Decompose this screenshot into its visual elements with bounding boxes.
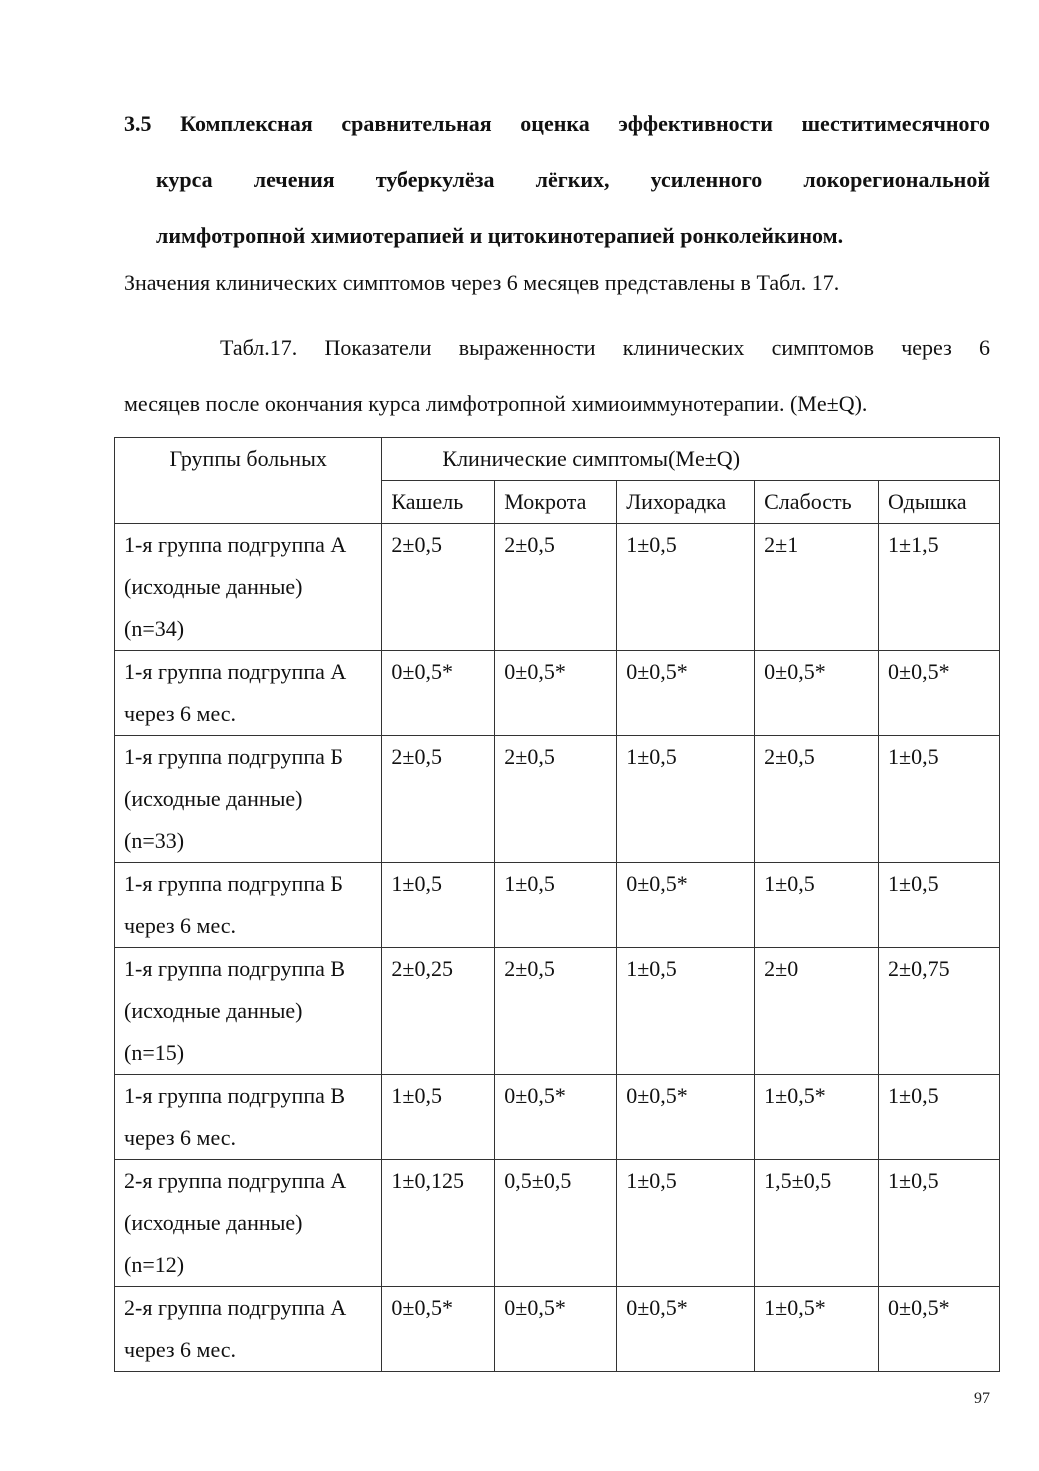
value-cell: 1±0,5 xyxy=(617,1160,755,1287)
value-cell: 2±0,5 xyxy=(495,736,617,863)
value-cell: 0,5±0,5 xyxy=(495,1160,617,1287)
value-cell: 1±0,5 xyxy=(755,863,879,948)
table-row xyxy=(115,863,1000,948)
group-cell xyxy=(115,736,382,863)
group-cell xyxy=(115,524,382,651)
group-cell-line: (n=15) xyxy=(124,1040,185,1065)
value-cell: 0±0,5* xyxy=(879,1287,1000,1372)
value-cell: 2±0 xyxy=(755,948,879,1075)
table-caption xyxy=(124,320,990,432)
column-header-cough: Кашель xyxy=(382,481,495,524)
value-cell: 1±1,5 xyxy=(879,524,1000,651)
value-cell: 1,5±0,5 xyxy=(755,1160,879,1287)
value-cell: 0±0,5* xyxy=(879,651,1000,736)
value-cell: 0±0,5* xyxy=(617,863,755,948)
group-cell-line: (n=33) xyxy=(124,828,185,853)
value-cell: 0±0,5* xyxy=(495,651,617,736)
symptoms-column-header: Клинические симптомы(Me±Q) xyxy=(382,438,1000,481)
value-cell: 0±0,5* xyxy=(382,651,495,736)
value-cell: 2±0,5 xyxy=(382,736,495,863)
value-cell: 1±0,5 xyxy=(879,1075,1000,1160)
group-cell-line: 2-я группа подгруппа А xyxy=(124,1295,347,1320)
group-cell xyxy=(115,651,382,736)
value-cell: 1±0,5* xyxy=(755,1287,879,1372)
table-body xyxy=(115,524,1000,1372)
value-cell: 0±0,5* xyxy=(382,1287,495,1372)
group-cell-line: (исходные данные) xyxy=(124,786,303,811)
table-row xyxy=(115,651,1000,736)
table-caption-line-2: месяцев после окончания курса лимфотропной химиоиммунотерапии. (Me±Q). xyxy=(124,391,868,416)
column-header-sputum: Мокрота xyxy=(495,481,617,524)
value-cell: 2±0,25 xyxy=(382,948,495,1075)
group-cell-line: через 6 мес. xyxy=(124,913,237,938)
group-cell-line: 1-я группа подгруппа В xyxy=(124,956,346,981)
group-cell-line: через 6 мес. xyxy=(124,701,237,726)
value-cell: 1±0,5 xyxy=(617,524,755,651)
group-cell-line: через 6 мес. xyxy=(124,1125,237,1150)
value-cell: 1±0,125 xyxy=(382,1160,495,1287)
group-cell xyxy=(115,1287,382,1372)
group-cell-line: (исходные данные) xyxy=(124,1210,303,1235)
table-caption-line-1: Табл.17. Показатели выраженности клинических симптомов через 6 xyxy=(220,335,990,360)
intro-paragraph: Значения клинических симптомов через 6 месяцев представлены в Табл. 17. xyxy=(124,270,840,295)
value-cell: 2±0,75 xyxy=(879,948,1000,1075)
value-cell: 1±0,5 xyxy=(382,1075,495,1160)
group-cell xyxy=(115,863,382,948)
symptoms-table xyxy=(114,437,1000,1372)
group-cell-line: 1-я группа подгруппа А xyxy=(124,532,347,557)
group-cell-line: 1-я группа подгруппа Б xyxy=(124,871,344,896)
value-cell: 0±0,5* xyxy=(495,1075,617,1160)
value-cell: 2±0,5 xyxy=(382,524,495,651)
column-header-dyspnea: Одышка xyxy=(879,481,1000,524)
group-cell-line: 1-я группа подгруппа Б xyxy=(124,744,344,769)
page-number: 97 xyxy=(974,1390,990,1407)
value-cell: 0±0,5* xyxy=(755,651,879,736)
value-cell: 1±0,5* xyxy=(755,1075,879,1160)
value-cell: 0±0,5* xyxy=(495,1287,617,1372)
table-row xyxy=(115,1287,1000,1372)
group-cell-line: (исходные данные) xyxy=(124,998,303,1023)
group-cell-line: 1-я группа подгруппа В xyxy=(124,1083,346,1108)
value-cell: 2±0,5 xyxy=(495,948,617,1075)
value-cell: 2±0,5 xyxy=(755,736,879,863)
group-cell xyxy=(115,1075,382,1160)
table-row xyxy=(115,1160,1000,1287)
group-cell-line: (исходные данные) xyxy=(124,574,303,599)
section-heading xyxy=(124,96,990,264)
value-cell: 1±0,5 xyxy=(879,1160,1000,1287)
value-cell: 2±1 xyxy=(755,524,879,651)
group-column-header: Группы больных xyxy=(115,438,382,524)
value-cell: 1±0,5 xyxy=(879,736,1000,863)
value-cell: 1±0,5 xyxy=(617,736,755,863)
group-cell-line: 1-я группа подгруппа А xyxy=(124,659,347,684)
value-cell: 2±0,5 xyxy=(495,524,617,651)
table-row xyxy=(115,948,1000,1075)
table-row xyxy=(115,524,1000,651)
column-header-weakness: Слабость xyxy=(755,481,879,524)
value-cell: 0±0,5* xyxy=(617,1075,755,1160)
value-cell: 0±0,5* xyxy=(617,1287,755,1372)
column-header-fever: Лихорадка xyxy=(617,481,755,524)
table-row xyxy=(115,1075,1000,1160)
section-heading-line-3: лимфотропной химиотерапией и цитокинотерапией ронколейкином. xyxy=(156,223,844,248)
group-cell-line: (n=34) xyxy=(124,616,185,641)
value-cell: 1±0,5 xyxy=(382,863,495,948)
group-cell-line: 2-я группа подгруппа А xyxy=(124,1168,347,1193)
value-cell: 1±0,5 xyxy=(617,948,755,1075)
group-cell-line: (n=12) xyxy=(124,1252,185,1277)
value-cell: 0±0,5* xyxy=(617,651,755,736)
group-cell xyxy=(115,1160,382,1287)
section-heading-line-1: 3.5 Комплексная сравнительная оценка эффективности шеститимесячного xyxy=(124,111,990,136)
section-heading-line-2: курса лечения туберкулёза лёгких, усиленного локорегиональной xyxy=(156,167,990,192)
value-cell: 1±0,5 xyxy=(879,863,1000,948)
value-cell: 1±0,5 xyxy=(495,863,617,948)
table-row xyxy=(115,736,1000,863)
group-cell-line: через 6 мес. xyxy=(124,1337,237,1362)
group-cell xyxy=(115,948,382,1075)
